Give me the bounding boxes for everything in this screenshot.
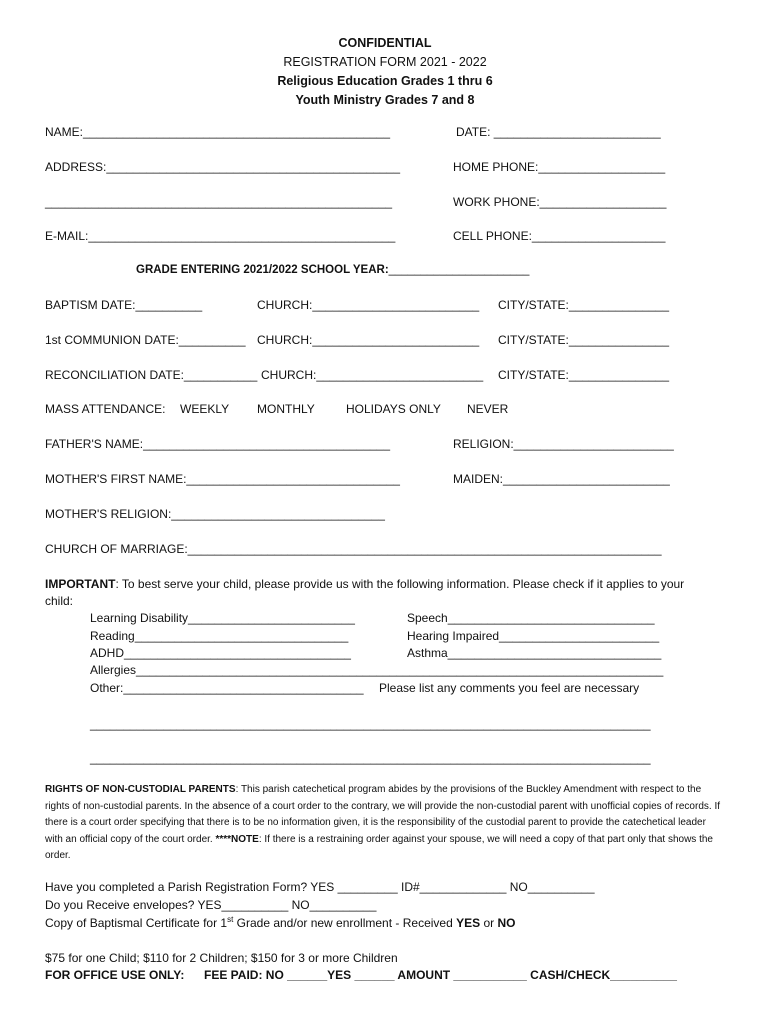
- mother-religion-field[interactable]: MOTHER'S RELIGION:________________________________: [45, 507, 385, 521]
- adhd-field[interactable]: ADHD__________________________________: [90, 646, 351, 660]
- baptismal-yes[interactable]: YES: [456, 916, 481, 930]
- fee-rates: $75 for one Child; $110 for 2 Children; $150 for 3 or more Children: [45, 951, 398, 965]
- baptismal-or: or: [480, 916, 498, 930]
- baptismal-certificate-question[interactable]: [45, 916, 515, 930]
- communion-date-field[interactable]: 1st COMMUNION DATE:__________: [45, 333, 246, 347]
- email-field[interactable]: E-MAIL:______________________________________________: [45, 229, 396, 243]
- work-phone-field[interactable]: WORK PHONE:___________________: [453, 195, 667, 209]
- grade-entering-label: GRADE ENTERING 2021/2022 SCHOOL YEAR:: [136, 264, 389, 276]
- baptismal-text-sup: st: [227, 915, 234, 924]
- grade-entering-line[interactable]: ______________________: [388, 264, 530, 276]
- address-field[interactable]: ADDRESS:____________________________________________: [45, 160, 400, 174]
- mass-option-monthly[interactable]: MONTHLY: [257, 402, 315, 416]
- form-title-confidential: CONFIDENTIAL: [338, 36, 432, 50]
- hearing-impaired-field[interactable]: Hearing Impaired________________________: [407, 629, 660, 643]
- father-religion-field[interactable]: RELIGION:________________________: [453, 437, 674, 451]
- note-text: : If there is a restraining order against your spouse, we will need a copy of that part only that shows the order.: [45, 833, 713, 861]
- mother-first-name-field[interactable]: MOTHER'S FIRST NAME:________________________________: [45, 472, 400, 486]
- form-title-registration: REGISTRATION FORM 2021 - 2022: [283, 55, 487, 69]
- other-field[interactable]: Other:____________________________________: [90, 681, 364, 695]
- reconciliation-date-field[interactable]: RECONCILIATION DATE:___________: [45, 368, 258, 382]
- rights-text: : This parish catechetical program abides by the provisions of the Buckley Amendment with respect to the rights of non-custodial parents. In the absence of a court order to the contrary, we will provide the non-custodial parent with unofficial copies of records. If there is a court order specifying that there is to be no information given, it is the responsibility of the custodial parent to provide the catechetical leader with an official copy of the court order.: [45, 784, 720, 845]
- reconciliation-church-field[interactable]: CHURCH:_________________________: [261, 368, 484, 382]
- mass-option-never[interactable]: NEVER: [467, 402, 509, 416]
- baptismal-text-b: Grade and/or new enrollment - Received: [233, 916, 457, 930]
- mass-option-holidays[interactable]: HOLIDAYS ONLY: [346, 402, 441, 416]
- church-of-marriage-field[interactable]: CHURCH OF MARRIAGE:_______________________________________________________________________: [45, 542, 662, 556]
- address-line2-field[interactable]: ____________________________________________________: [45, 195, 393, 209]
- form-subtitle-youth-ministry: Youth Ministry Grades 7 and 8: [295, 93, 475, 107]
- cell-phone-field[interactable]: CELL PHONE:____________________: [453, 229, 666, 243]
- baptismal-no[interactable]: NO: [497, 916, 516, 930]
- communion-city-field[interactable]: CITY/STATE:_______________: [498, 333, 669, 347]
- reading-field[interactable]: Reading________________________________: [90, 629, 349, 643]
- fee-paid-field[interactable]: FEE PAID: NO ______YES ______ AMOUNT ___________ CASH/CHECK__________: [204, 968, 677, 982]
- important-label: IMPORTANT: [45, 577, 116, 591]
- rights-label: RIGHTS OF NON-CUSTODIAL PARENTS: [45, 784, 236, 795]
- home-phone-field[interactable]: HOME PHONE:___________________: [453, 160, 666, 174]
- office-use-label: FOR OFFICE USE ONLY:: [45, 968, 185, 982]
- date-field[interactable]: DATE: _________________________: [456, 125, 661, 139]
- baptism-city-field[interactable]: CITY/STATE:_______________: [498, 298, 669, 312]
- comments-line-1[interactable]: ____________________________________________________________________________________: [90, 717, 651, 731]
- name-field[interactable]: NAME:______________________________________________: [45, 125, 390, 139]
- allergies-field[interactable]: Allergies_______________________________________________________________________________: [90, 663, 664, 677]
- parish-registration-question[interactable]: Have you completed a Parish Registration Form? YES _________ ID#_____________ NO__________: [45, 880, 595, 894]
- important-text: : To best serve your child, please provide us with the following information. Please check if it applies to your child:: [45, 577, 685, 608]
- mass-attendance-label: MASS ATTENDANCE:: [45, 402, 166, 416]
- baptism-church-field[interactable]: CHURCH:_________________________: [257, 298, 480, 312]
- mass-option-weekly[interactable]: WEEKLY: [180, 402, 230, 416]
- baptism-date-field[interactable]: BAPTISM DATE:__________: [45, 298, 203, 312]
- grade-entering-field[interactable]: [136, 264, 529, 276]
- comments-instruction: Please list any comments you feel are necessary: [379, 681, 640, 695]
- note-label: ****NOTE: [215, 833, 259, 845]
- learning-disability-field[interactable]: Learning Disability_________________________: [90, 611, 355, 625]
- rights-paragraph: [45, 782, 725, 865]
- important-paragraph: [45, 576, 715, 610]
- asthma-field[interactable]: Asthma________________________________: [407, 646, 662, 660]
- reconciliation-city-field[interactable]: CITY/STATE:_______________: [498, 368, 669, 382]
- communion-church-field[interactable]: CHURCH:_________________________: [257, 333, 480, 347]
- speech-field[interactable]: Speech_______________________________: [407, 611, 655, 625]
- father-name-field[interactable]: FATHER'S NAME:_____________________________________: [45, 437, 391, 451]
- form-subtitle-religious-ed: Religious Education Grades 1 thru 6: [277, 74, 493, 88]
- mother-maiden-field[interactable]: MAIDEN:_________________________: [453, 472, 670, 486]
- baptismal-text-a: Copy of Baptismal Certificate for 1: [45, 916, 228, 930]
- comments-line-2[interactable]: ____________________________________________________________________________________: [90, 751, 651, 765]
- envelopes-question[interactable]: Do you Receive envelopes? YES__________ NO__________: [45, 898, 377, 912]
